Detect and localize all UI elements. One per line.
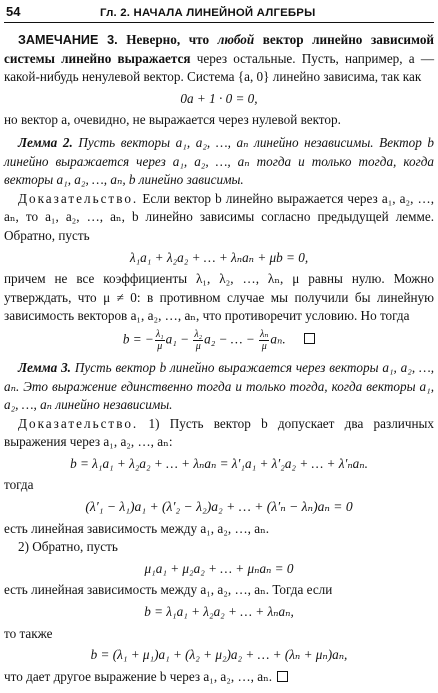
remark-bold-1: Неверно, что: [126, 32, 210, 47]
lemma3-formula-5: b = (λ₁ + μ₁)a₁ + (λ₂ + μ₂)a₂ + … + (λₙ + μₙ)aₙ,: [90, 647, 348, 663]
remark-bold-italic: любой: [217, 32, 255, 47]
remark-title: ЗАМЕЧАНИЕ 3.: [18, 33, 118, 47]
frac-lambda1: $\frac{\text{λ₁}}{\mu}$: [155, 328, 164, 352]
page-header: [4, 0, 434, 23]
lemma3-formula-1: b = λ₁a₁ + λ₂a₂ + … + λₙaₙ = λ′₁a₁ + λ′₂a₂ + … + λ′ₙaₙ.: [70, 455, 368, 471]
frac-lambdan: $\frac{\text{λₙ}}{\mu}$: [260, 328, 269, 352]
running-head: Гл. 2. НАЧАЛА ЛИНЕЙНОЙ АЛГЕБРЫ: [100, 7, 316, 19]
lemma3-text: Пусть вектор b линейно выражается через векторы a₁, a₂, …, aₙ. Это выражение единственно тогда и только тогда, когда векторы a₁, a₂, …, aₙ линейно независимы.: [4, 359, 435, 413]
lemma3-dependence: есть линейная зависимость между a₁, a₂, …, aₙ.: [4, 520, 270, 536]
frac-lambda2: $\frac{\text{λ₂}}{\mu}$: [194, 328, 203, 352]
lemma2-statement: [4, 134, 434, 190]
lemma3-formula-3: μ₁a₁ + μ₂a₂ + … + μₙaₙ = 0: [144, 560, 294, 576]
lemma2-proof-2: причем не все коэффициенты λ₁, λ₂, …, λₙ, μ равны нулю. Можно утверждать, что μ ≠ 0: в противном случае мы получили бы линейную зависимость векторов a₁, a₂, …, aₙ, что противоречит условию. Но тогда: [4, 271, 434, 324]
lemma2-proof-1: [4, 190, 434, 246]
lemma3-proof-text-1: 1) Пусть вектор b допускает два различных выражения через a₁, a₂, …, aₙ:: [4, 415, 435, 450]
remark-after: но вектор a, очевидно, не выражается через нулевой вектор.: [4, 112, 341, 128]
remark-text: через остальные. Пусть, например, a — какой-нибудь ненулевой вектор. Система {a, 0} линейно зависима, так как: [4, 50, 435, 85]
lemma2-text: Пусть векторы a₁, a₂, …, aₙ линейно независимы. Вектор b линейно выражается через a₁, a₂, …, aₙ тогда и только тогда, когда векторы a₁, a₂, …, aₙ, b линейно зависимы.: [4, 134, 435, 188]
lemma3-statement: [4, 359, 434, 415]
lemma3-part2: 2) Обратно, пусть: [18, 539, 118, 555]
lemma3-then: тогда: [4, 477, 34, 493]
lemma3-title: Лемма 3.: [18, 359, 71, 375]
lemma3-proof-label: Доказательство.: [18, 415, 139, 431]
lemma3-final: что дает другое выражение b через a₁, a₂, …, aₙ.: [4, 668, 273, 684]
page-number: 54: [6, 4, 21, 19]
lemma3-also: то также: [4, 625, 53, 641]
lemma2-proof-text-1: Если вектор b линейно выражается через a₁, a₂, …, aₙ, то a₁, a₂, …, aₙ, b линейно зависимы согласно предыдущей лемме. Обратно, пусть: [4, 190, 435, 243]
lemma3-formula-4: b = λ₁a₁ + λ₂a₂ + … + λₙaₙ,: [144, 604, 294, 620]
lemma2-proof-label: Доказательство.: [18, 190, 139, 206]
f2-an: aₙ.: [270, 331, 286, 347]
lemma3-final-paragraph: [4, 668, 434, 687]
f2-a1: a₁ −: [165, 331, 190, 347]
remark-formula: 0a + 1 · 0 = 0,: [180, 90, 258, 106]
lemma2-formula-1: λ₁a₁ + λ₂a₂ + … + λₙaₙ + μb = 0,: [129, 249, 309, 265]
f2-a2: a₂ − … −: [204, 331, 255, 347]
lemma3-formula-2: (λ′₁ − λ₁)a₁ + (λ′₂ − λ₂)a₂ + … + (λ′ₙ − λₙ)aₙ = 0: [85, 499, 353, 515]
qed-icon: [304, 333, 315, 344]
lemma3-proof-1: [4, 415, 434, 452]
lemma2-formula-2: [4, 329, 434, 352]
f2-lhs: b = −: [122, 331, 154, 347]
remark-bold-2: вектор линейно зависимой системы линейно выражается: [4, 32, 435, 66]
qed-icon: [277, 671, 288, 682]
lemma3-dependence-2: есть линейная зависимость между a₁, a₂, …, aₙ. Тогда если: [4, 582, 333, 598]
lemma2-title: Лемма 2.: [18, 134, 73, 150]
remark-paragraph: [4, 31, 434, 87]
